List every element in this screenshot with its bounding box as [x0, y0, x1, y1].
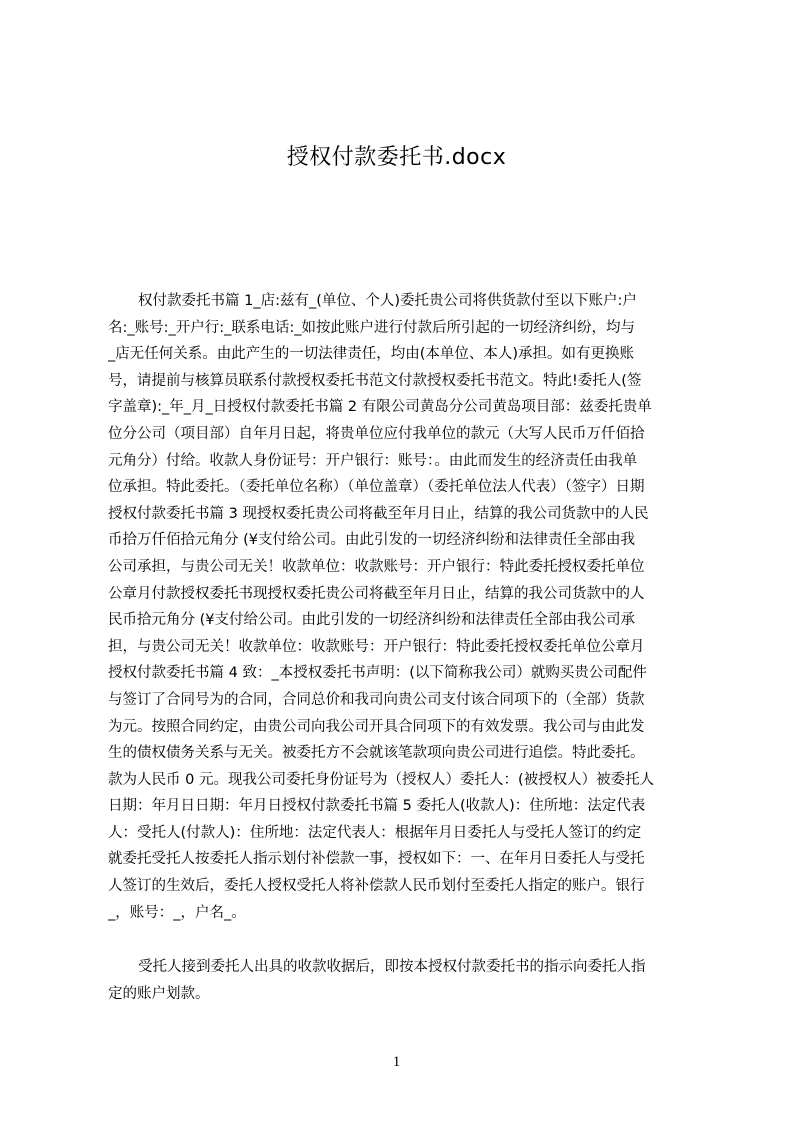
- paragraph-line: 款为人民币 0 元。现我公司委托身份证号为（授权人）委托人：(被授权人）被委托人: [108, 771, 655, 788]
- paragraph-line: 公司承担，与贵公司无关！收款单位：收款账号：开户银行：特此委托授权委托单位: [108, 558, 645, 575]
- document-title: 授权付款委托书.docx: [286, 145, 507, 170]
- paragraph-line: 日期：年月日日期：年月日授权付款委托书篇 5 委托人(收款人)：住所地：法定代表: [108, 798, 646, 815]
- paragraph-line: 公章月付款授权委托书现授权委托贵公司将截至年月日止，结算的我公司货款中的人: [108, 585, 645, 602]
- paragraph-1: [108, 288, 698, 926]
- paragraph-line: 名:_账号:_开户行:_联系电话:_如按此账户进行付款后所引起的一切经济纠纷，均与: [108, 319, 636, 336]
- paragraph-line: 生的债权债务关系与无关。被委托方不会就该笔款项向贵公司进行追偿。特此委托。: [108, 745, 645, 762]
- paragraph-line: 民币拾元角分 (¥支付给公司。由此引发的一切经济纠纷和法律责任全部由我公司承: [108, 612, 635, 629]
- paragraph-line: 授权付款委托书篇 3 现授权委托贵公司将截至年月日止，结算的我公司货款中的人民: [108, 505, 649, 522]
- paragraph-line: 就委托受托人按委托人指示划付补偿款一事，授权如下：一、在年月日委托人与受托: [108, 851, 645, 868]
- paragraph-line: 授权付款委托书篇 4 致：_本授权委托书声明：(以下简称我公司）就购买贵公司配件: [108, 665, 647, 682]
- paragraph-line: 人签订的生效后，委托人授权受托人将补偿款人民币划付至委托人指定的账户。银行: [108, 878, 645, 895]
- paragraph-line: 受托人接到委托人出具的收款收据后，即按本授权付款委托书的指示向委托人指: [138, 959, 646, 975]
- paragraph-line: 权付款委托书篇 1_店:兹有_(单位、个人)委托贵公司将供货款付至以下账户:户: [138, 293, 637, 309]
- paragraph-line: 人：受托人(付款人)：住所地：法定代表人：根据年月日委托人与受托人签订的约定: [108, 824, 642, 841]
- paragraph-line: 字盖章):_年_月_日授权付款委托书篇 2 有限公司黄岛分公司黄岛项目部：兹委托贵单: [108, 399, 652, 416]
- paragraph-line: _店无任何关系。由此产生的一切法律责任，均由(本单位、本人)承担。如有更换账: [108, 346, 635, 363]
- paragraph-line: 元角分）付给。收款人身份证号：开户银行：账号：。由此而发生的经济责任由我单: [108, 452, 638, 469]
- paragraph-line: 币拾万仟佰拾元角分 (¥支付给公司。由此引发的一切经济纠纷和法律责任全部由我: [108, 532, 635, 549]
- paragraph-line: 定的账户划款。: [108, 985, 210, 1002]
- paragraph-line: _，账号：_，户名_。: [108, 904, 246, 921]
- paragraph-line: 与签订了合同号为的合同，合同总价和我司向贵公司支付该合同项下的（全部）货款: [108, 691, 645, 708]
- paragraph-line: 位分公司（项目部）自年月日起，将贵单位应付我单位的款元（大写人民币万仟佰拾: [108, 425, 645, 442]
- paragraph-line: 位承担。特此委托。（委托单位名称）（单位盖章）（委托单位法人代表）（签字）日期: [108, 479, 645, 496]
- paragraph-line: 为元。按照合同约定，由贵公司向我公司开具合同项下的有效发票。我公司与由此发: [108, 718, 645, 735]
- paragraph-line: 号，请提前与核算员联系付款授权委托书范文付款授权委托书范文。特此!委托人(签: [108, 372, 642, 389]
- paragraph-2: [108, 954, 698, 1007]
- paragraph-line: 担，与贵公司无关！收款单位：收款账号：开户银行：特此委托授权委托单位公章月: [108, 638, 645, 655]
- page-number: 1: [392, 1054, 401, 1070]
